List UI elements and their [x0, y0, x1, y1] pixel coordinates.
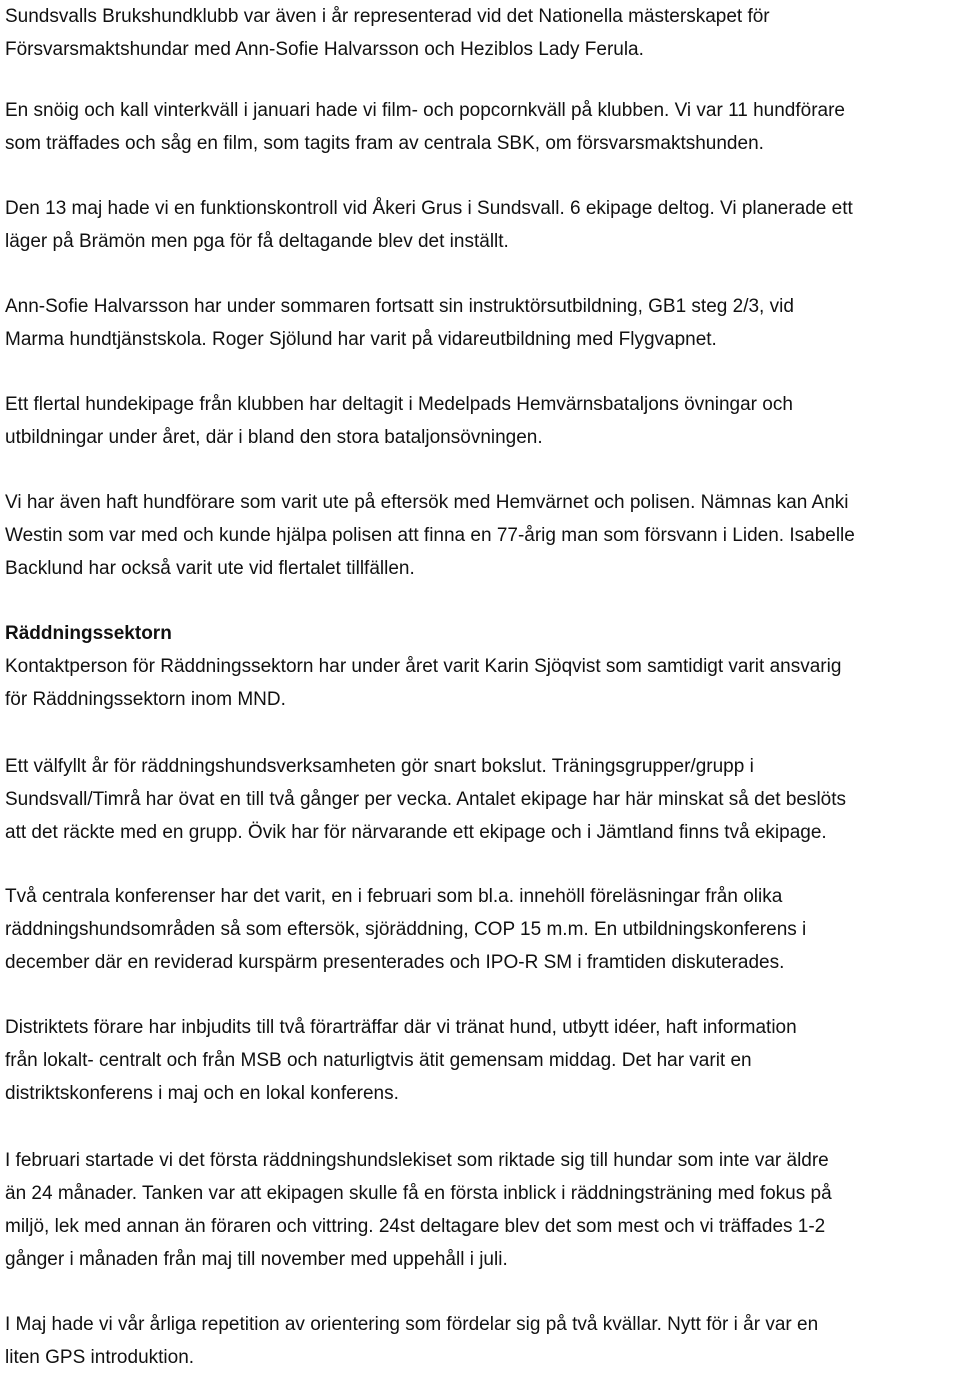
text-line: Backlund har också varit ute vid flertalet tillfällen.: [5, 558, 415, 579]
text-line: I februari startade vi det första räddningshundslekiset som riktade sig till hundar som inte var äldre: [5, 1150, 829, 1171]
text-line: december där en reviderad kurspärm presenterades och IPO-R SM i framtiden diskuterades.: [5, 952, 785, 973]
paragraph-handler-meetings: [5, 1011, 955, 1110]
text-line: Vi har även haft hundförare som varit ute på eftersök med Hemvärnet och polisen. Nämnas kan Anki: [5, 492, 849, 513]
paragraph-rescue-dog-year: [5, 750, 955, 849]
text-line: En snöig och kall vinterkväll i januari hade vi film- och popcornkväll på klubben. Vi var 11 hundförare: [5, 100, 845, 121]
text-line: Sundsvalls Brukshundklubb var även i år representerad vid det Nationella mästerskapet för: [5, 6, 770, 27]
paragraph-orienteering: [5, 1308, 955, 1374]
text-line: utbildningar under året, där i bland den stora bataljonsövningen.: [5, 427, 543, 448]
text-line: att det räckte med en grupp. Övik har för närvarande ett ekipage och i Jämtland finns två ekipage.: [5, 822, 827, 843]
text-line: I Maj hade vi vår årliga repetition av orientering som fördelar sig på två kvällar. Nytt för i år var en: [5, 1314, 819, 1335]
paragraph-instructor-training: [5, 290, 955, 356]
text-line: Ett välfyllt år för räddningshundsverksamheten gör snart bokslut. Träningsgrupper/grupp i: [5, 756, 754, 777]
text-line: än 24 månader. Tanken var att ekipagen skulle få en första inblick i räddningsträning med fokus på: [5, 1183, 832, 1204]
paragraph-function-check: [5, 192, 955, 258]
text-line: från lokalt- centralt och från MSB och naturligtvis ätit gemensam middag. Det har varit en: [5, 1050, 752, 1071]
text-line: gånger i månaden från maj till november med uppehåll i juli.: [5, 1249, 508, 1270]
section-heading: Räddningssektorn: [5, 623, 172, 644]
text-line: Ann-Sofie Halvarsson har under sommaren fortsatt sin instruktörsutbildning, GB1 steg 2/3, vid: [5, 296, 794, 317]
text-line: Distriktets förare har inbjudits till två förarträffar där vi tränat hund, utbytt idéer, haft information: [5, 1017, 797, 1038]
paragraph-puppy-class: [5, 1144, 955, 1276]
text-line: Två centrala konferenser har det varit, en i februari som bl.a. innehöll föreläsningar från olika: [5, 886, 783, 907]
paragraph-search-missions: [5, 486, 955, 585]
paragraph-movie-night: [5, 94, 955, 160]
text-line: Den 13 maj hade vi en funktionskontroll vid Åkeri Grus i Sundsvall. 6 ekipage deltog. Vi planerade ett: [5, 198, 853, 219]
text-line: Westin som var med och kunde hjälpa polisen att finna en 77-årig man som försvann i Liden. Isabelle: [5, 525, 855, 546]
text-line: miljö, lek med annan än föraren och vittring. 24st deltagare blev det som mest och vi träffades 1-2: [5, 1216, 826, 1237]
paragraph-home-guard-exercises: [5, 388, 955, 454]
text-line: Försvarsmaktshundar med Ann-Sofie Halvarsson och Heziblos Lady Ferula.: [5, 39, 644, 60]
text-line: räddningshundsområden så som eftersök, sjöräddning, COP 15 m.m. En utbildningskonferens i: [5, 919, 807, 940]
text-line: Ett flertal hundekipage från klubben har deltagit i Medelpads Hemvärnsbataljons övningar och: [5, 394, 793, 415]
text-line: som träffades och såg en film, som tagits fram av centrala SBK, om försvarsmaktshunden.: [5, 133, 764, 154]
text-line: för Räddningssektorn inom MND.: [5, 689, 286, 710]
text-line: Sundsvall/Timrå har övat en till två gånger per vecka. Antalet ekipage har här minskat så det beslöts: [5, 789, 847, 810]
text-line: liten GPS introduktion.: [5, 1347, 195, 1368]
paragraph-nm-participation: [5, 0, 955, 66]
paragraph-rescue-sector: [5, 617, 955, 716]
paragraph-conferences: [5, 880, 955, 979]
text-line: läger på Brämön men pga för få deltagande blev det inställt.: [5, 231, 509, 252]
text-line: Kontaktperson för Räddningssektorn har under året varit Karin Sjöqvist som samtidigt varit ansvarig: [5, 656, 842, 677]
text-line: distriktskonferens i maj och en lokal konferens.: [5, 1083, 399, 1104]
text-line: Marma hundtjänstskola. Roger Sjölund har varit på vidareutbildning med Flygvapnet.: [5, 329, 717, 350]
